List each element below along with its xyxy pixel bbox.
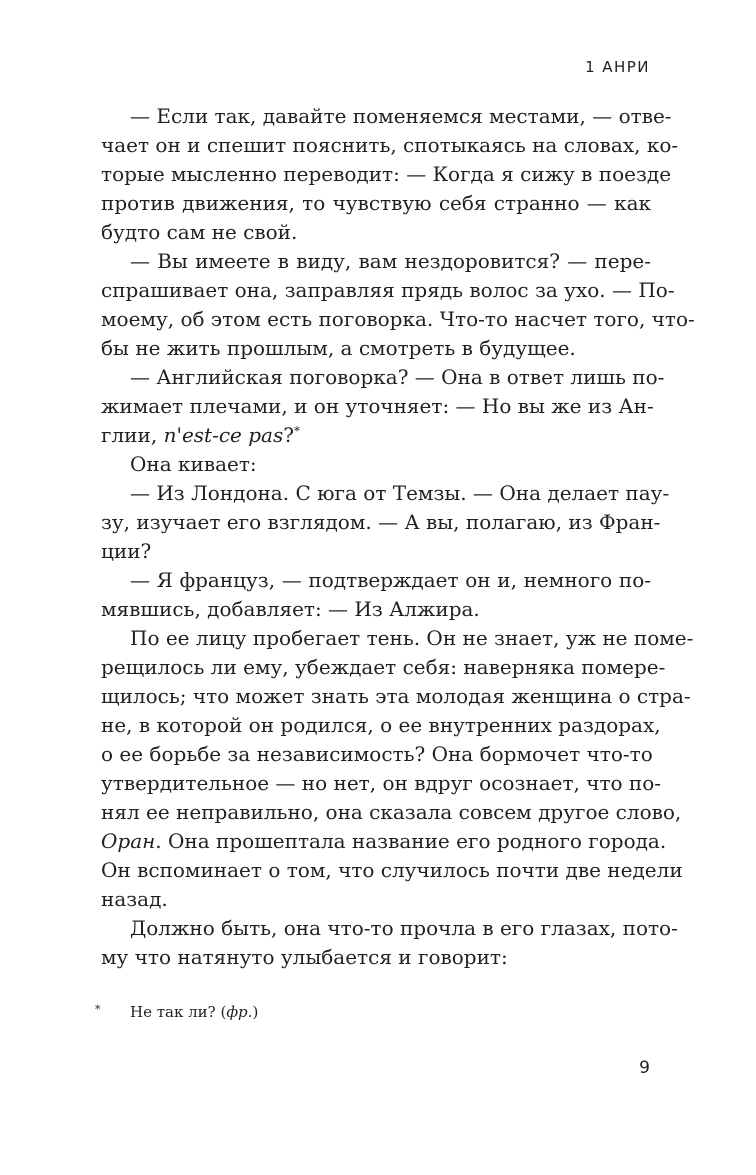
text-fragment: Не так ли? ( [130, 1003, 227, 1021]
text-line: зу, изучает его взглядом. — А вы, полагаю, из Фран- [101, 510, 661, 534]
text-line: Должно быть, она что-то прочла в его глазах, пото- [130, 916, 678, 940]
page-number: 9 [639, 1058, 650, 1078]
footnote-text [130, 1002, 655, 1022]
text-line: бы не жить прошлым, а смотреть в будущее. [101, 336, 576, 360]
text-line: мявшись, добавляет: — Из Алжира. [101, 597, 480, 621]
text-fragment: ) [252, 1003, 259, 1021]
text-line: жимает плечами, и он уточняет: — Но вы же из Ан- [101, 394, 654, 418]
text-line: Она кивает: [130, 452, 257, 476]
paragraph [101, 914, 678, 972]
text-line: ции? [101, 539, 152, 563]
text-line: торые мысленно переводит: — Когда я сижу в поезде [101, 162, 672, 186]
text-line: моему, об этом есть поговорка. Что-то насчет того, что- [101, 307, 695, 331]
text-line: будто сам не свой. [101, 220, 298, 244]
text-fragment: глии, [101, 423, 164, 447]
footnote-marker: * [95, 1003, 101, 1016]
text-line: — Из Лондона. С юга от Темзы. — Она делает пау- [130, 481, 670, 505]
paragraph [101, 363, 665, 450]
text-line: нял ее неправильно, она сказала совсем другое слово, [101, 800, 682, 824]
text-line: назад. [101, 887, 168, 911]
text-line: му что натянуто улыбается и говорит: [101, 945, 508, 969]
italic-phrase: n'est-ce pas [163, 423, 284, 447]
text-line: — Если так, давайте поменяемся местами, — отве- [130, 104, 672, 128]
paragraph [101, 102, 679, 247]
text-line: — Английская поговорка? — Она в ответ лишь по- [130, 365, 665, 389]
italic-abbreviation: фр. [226, 1003, 253, 1021]
text-line: щилось; что может знать эта молодая женщина о стра- [101, 684, 691, 708]
text-line: — Я француз, — подтверждает он и, немного по- [130, 568, 651, 592]
running-head [585, 58, 650, 76]
italic-word: Оран [101, 829, 156, 853]
chapter-number: 1 [585, 58, 597, 76]
text-fragment: . Она прошептала название его родного города. [155, 829, 667, 853]
text-line: чает он и спешит пояснить, спотыкаясь на словах, ко- [101, 133, 679, 157]
text-line: Он вспоминает о том, что случилось почти две недели [101, 858, 683, 882]
body-text [101, 102, 695, 972]
text-fragment: ? [283, 423, 294, 447]
text-line [101, 827, 667, 856]
text-line [101, 421, 651, 450]
chapter-title: АНРИ [602, 58, 650, 76]
text-line: рещилось ли ему, убеждает себя: наверняка помере- [101, 655, 666, 679]
footnote [95, 1002, 655, 1022]
paragraph [101, 479, 670, 566]
paragraph [101, 624, 694, 914]
text-line: — Вы имеете в виду, вам нездоровится? — пере- [130, 249, 651, 273]
text-line: спрашивает она, заправляя прядь волос за ухо. — По- [101, 278, 675, 302]
paragraph [101, 450, 651, 479]
text-line: По ее лицу пробегает тень. Он не знает, уж не поме- [130, 626, 694, 650]
text-line: о ее борьбе за независимость? Она бормочет что-то [101, 742, 653, 766]
text-line: против движения, то чувствую себя странно — как [101, 191, 651, 215]
paragraph [101, 566, 651, 624]
text-line: не, в которой он родился, о ее внутренних раздорах, [101, 713, 661, 737]
footnote-reference: * [293, 424, 300, 438]
paragraph [101, 247, 695, 363]
text-line: утвердительное — но нет, он вдруг осознает, что по- [101, 771, 662, 795]
